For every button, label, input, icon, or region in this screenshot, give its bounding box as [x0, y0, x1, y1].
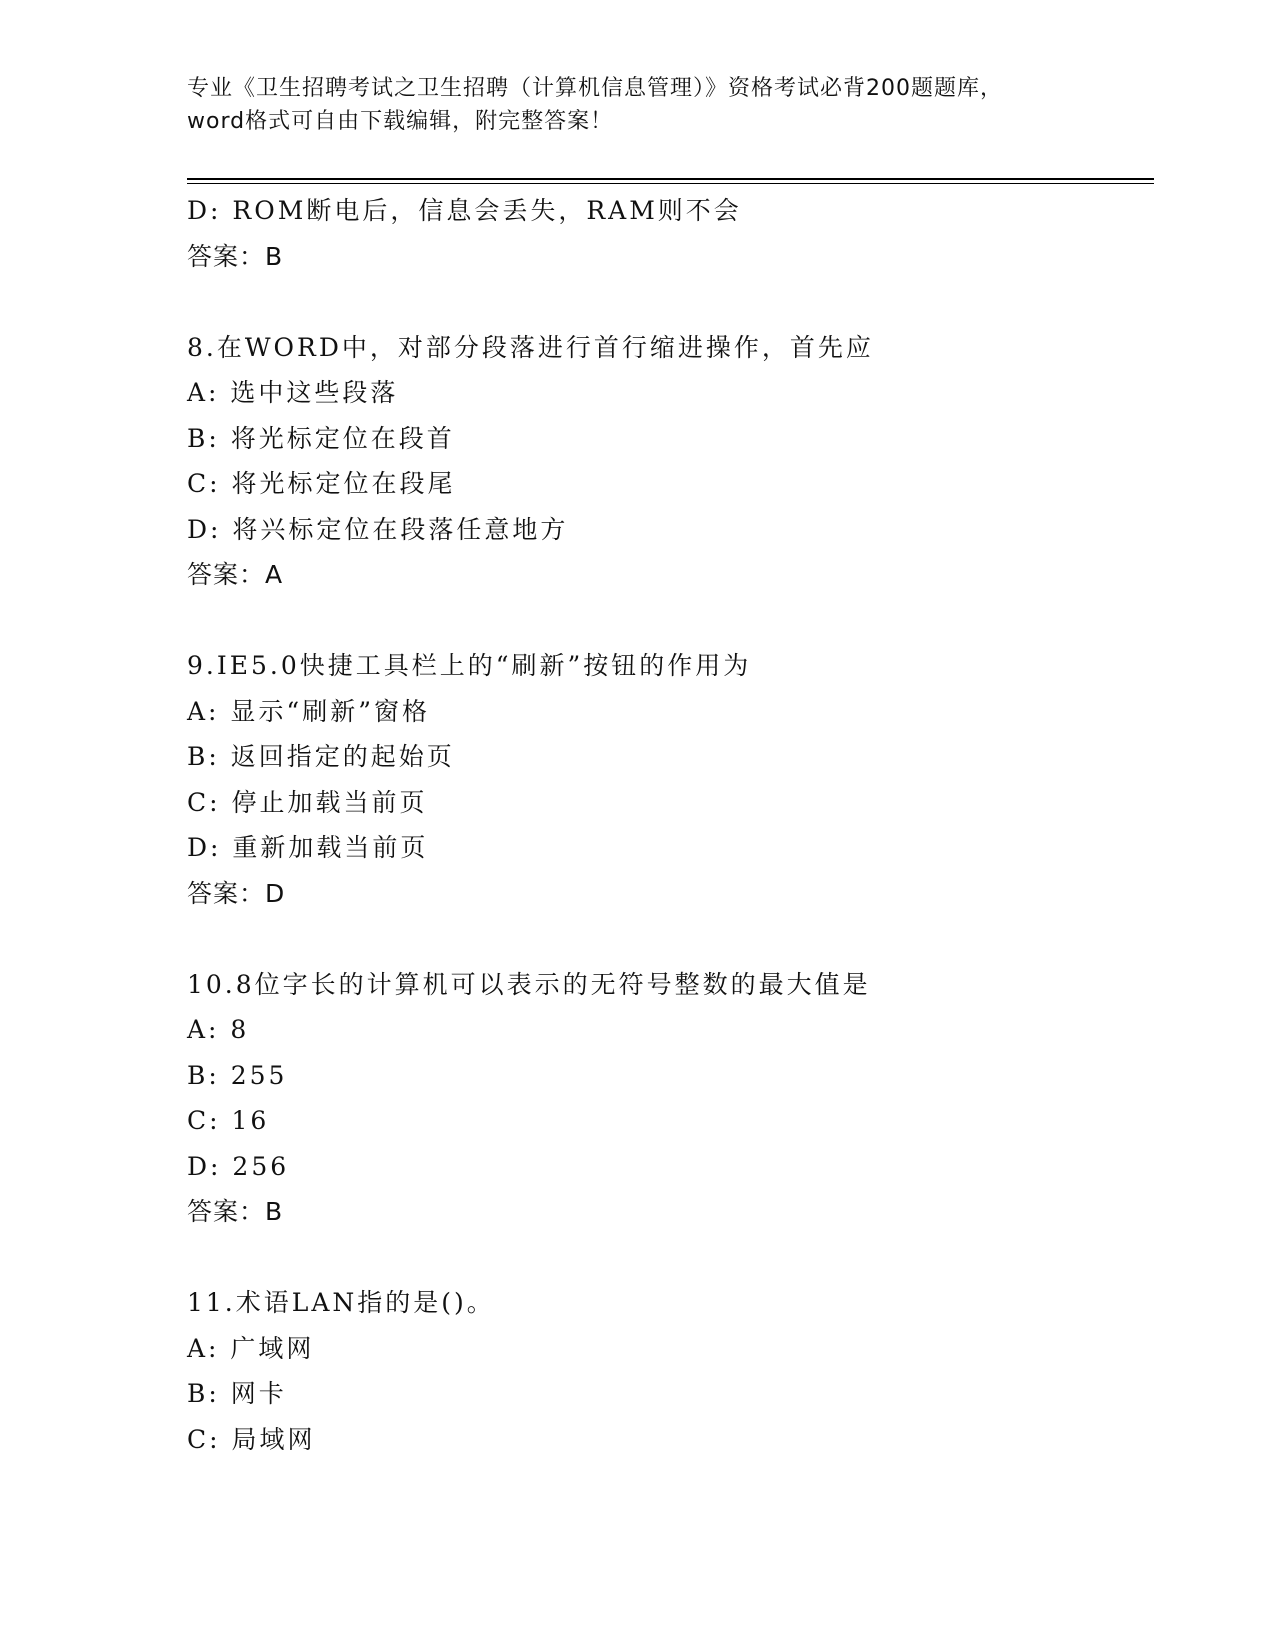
- option-d: D: 重新加载当前页: [187, 833, 429, 862]
- option-a: A: 8: [187, 1015, 250, 1044]
- header-divider-thick: [187, 178, 1154, 180]
- answer: 答案：D: [187, 878, 286, 908]
- question-list: [187, 188, 1154, 1462]
- header-title-line-2: word格式可自由下载编辑，附完整答案！: [187, 109, 614, 134]
- answer: 答案：A: [187, 560, 284, 589]
- option-c: C: 局域网: [187, 1424, 316, 1454]
- document-header: [187, 72, 1107, 138]
- question-8: [187, 325, 1154, 598]
- option-c: C: 16: [187, 1106, 270, 1135]
- spacer: [187, 279, 1154, 325]
- option-d: D: 256: [187, 1151, 290, 1181]
- prev-question-option-d: D: ROM断电后，信息会丢失，RAM则不会: [187, 196, 742, 225]
- question-stem: 11.术语LAN指的是()。: [187, 1288, 495, 1317]
- question-10: [187, 962, 1154, 1235]
- option-d: D: 将兴标定位在段落任意地方: [187, 514, 569, 544]
- spacer: [187, 598, 1154, 644]
- option-b: B: 255: [187, 1060, 288, 1090]
- option-b: B: 网卡: [187, 1379, 287, 1408]
- question-9: [187, 643, 1154, 916]
- option-a: A: 广域网: [187, 1333, 315, 1363]
- question-stem: 8.在WORD中，对部分段落进行首行缩进操作，首先应: [187, 332, 874, 362]
- spacer: [187, 1235, 1154, 1281]
- header-divider-thin: [187, 183, 1154, 184]
- spacer: [187, 916, 1154, 962]
- question-stem: 9.IE5.0快捷工具栏上的“刷新”按钮的作用为: [187, 651, 752, 680]
- prev-question-answer: 答案：B: [187, 241, 284, 271]
- question-stem: 10.8位字长的计算机可以表示的无符号整数的最大值是: [187, 969, 871, 999]
- option-c: C: 将光标定位在段尾: [187, 469, 456, 498]
- answer: 答案：B: [187, 1197, 284, 1226]
- option-b: B: 将光标定位在段首: [187, 423, 455, 453]
- option-c: C: 停止加载当前页: [187, 787, 428, 817]
- option-b: B: 返回指定的起始页: [187, 742, 455, 771]
- option-a: A: 选中这些段落: [187, 378, 399, 407]
- header-title-line-1: 专业《卫生招聘考试之卫生招聘（计算机信息管理）》资格考试必背200题题库，: [187, 76, 1003, 101]
- option-a: A: 显示“刷新”窗格: [187, 696, 430, 726]
- question-11: [187, 1280, 1154, 1462]
